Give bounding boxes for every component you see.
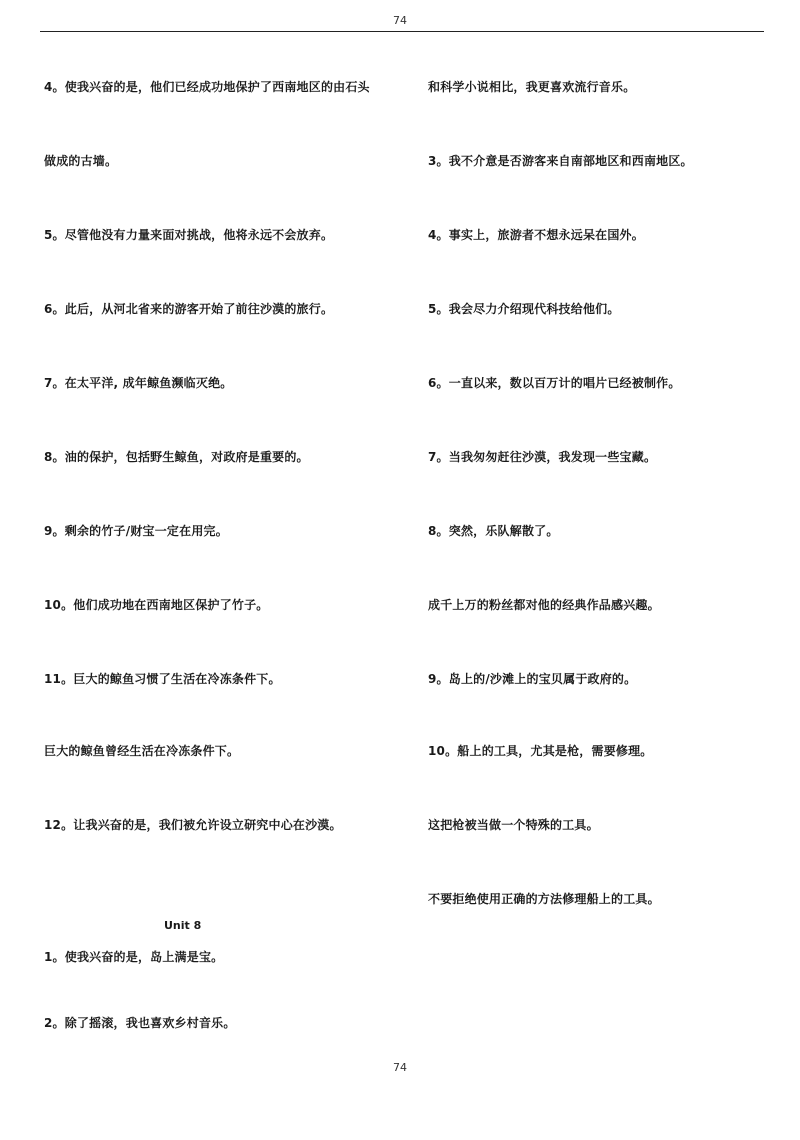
unit-heading: Unit 8 [164, 919, 202, 932]
right-line-6: 7。当我匆匆赶往沙漠，我发现一些宝藏。 [428, 450, 657, 464]
left-line-2: 做成的古墙。 [44, 154, 118, 168]
right-line-11: 这把枪被当做一个特殊的工具。 [428, 818, 599, 832]
right-line-8: 成千上万的粉丝都对他的经典作品感兴趣。 [428, 598, 660, 612]
page-number-bottom: 74 [393, 1061, 407, 1074]
right-line-5: 6。一直以来，数以百万计的唱片已经被制作。 [428, 376, 681, 390]
left-line-4: 6。此后，从河北省来的游客开始了前往沙漠的旅行。 [44, 302, 334, 316]
left-line-7: 9。剩余的竹子/财宝一定在用完。 [44, 524, 228, 538]
left-line-1: 4。使我兴奋的是，他们已经成功地保护了西南地区的由石头 [44, 80, 370, 94]
left-line-3: 5。尽管他没有力量来面对挑战，他将永远不会放弃。 [44, 228, 334, 242]
header-rule [40, 31, 764, 32]
left-line-9: 11。巨大的鲸鱼习惯了生活在冷冻条件下。 [44, 672, 281, 686]
right-line-1: 和科学小说相比，我更喜欢流行音乐。 [428, 80, 636, 94]
left-line-5: 7。在太平洋, 成年鲸鱼濒临灭绝。 [44, 376, 233, 390]
right-line-10: 10。船上的工具，尤其是枪，需要修理。 [428, 744, 653, 758]
right-line-7: 8。突然，乐队解散了。 [428, 524, 559, 538]
page-number-top: 74 [393, 14, 407, 27]
right-line-2: 3。我不介意是否游客来自南部地区和西南地区。 [428, 154, 693, 168]
left-line-10: 巨大的鲸鱼曾经生活在冷冻条件下。 [44, 744, 240, 758]
left-line-11: 12。让我兴奋的是，我们被允许设立研究中心在沙漠。 [44, 818, 342, 832]
right-line-9: 9。岛上的/沙滩上的宝贝属于政府的。 [428, 672, 637, 686]
unit8-item-1: 1。使我兴奋的是，岛上满是宝。 [44, 950, 224, 964]
right-line-12: 不要拒绝使用正确的方法修理船上的工具。 [428, 892, 660, 906]
unit8-item-2: 2。除了摇滚，我也喜欢乡村音乐。 [44, 1016, 236, 1030]
right-line-4: 5。我会尽力介绍现代科技给他们。 [428, 302, 620, 316]
left-line-8: 10。他们成功地在西南地区保护了竹子。 [44, 598, 269, 612]
right-line-3: 4。事实上，旅游者不想永远呆在国外。 [428, 228, 644, 242]
left-line-6: 8。油的保护，包括野生鲸鱼，对政府是重要的。 [44, 450, 309, 464]
